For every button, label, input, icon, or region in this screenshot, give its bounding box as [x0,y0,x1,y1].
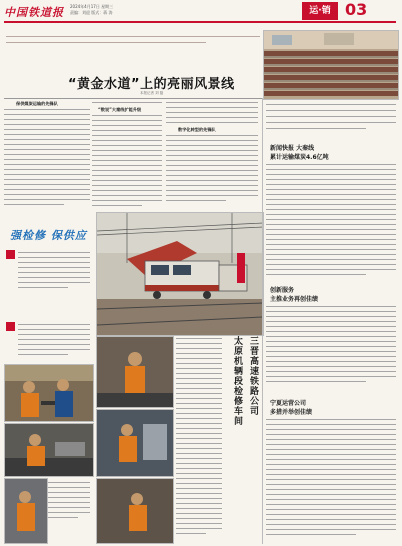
masthead-logo: 中国铁道报 [4,6,64,19]
summary-block [4,34,262,48]
vertical-title-2-text: 三晋高速铁路公司 [248,336,258,416]
mid-text-column [92,101,164,213]
article-byline: 本报记者 刘 磊 [140,91,164,95]
third-text-column [166,101,262,213]
maintenance-photo-3 [96,478,174,544]
vertical-title-text: 太原机辆段检修车间 [232,336,242,426]
masthead-rule [4,21,396,23]
title-rule [4,98,262,99]
subhead-3: 数字化转型的先锋队 [178,127,216,132]
section-label: 运·销 [309,6,331,16]
right-text-block-2 [264,304,398,394]
bullet-mark-2 [6,322,15,331]
right-headline-3-sub: 多措并举创佳绩 [270,409,313,416]
photo-caption-3 [48,480,92,540]
column-divider [262,98,263,544]
masthead-date: 2024年4月17日 星期三 [70,4,114,9]
right-text-block-3 [264,417,398,542]
maintenance-image-2 [97,410,173,476]
right-headline-3: 宁夏运营公司 [270,400,307,407]
page-number: 03 [345,0,368,19]
maintenance-photo-2 [96,409,174,477]
workers-image-3 [5,479,47,543]
workers-photo-2 [4,423,94,477]
locomotive-image [97,213,263,335]
right-headline-2: 创新服务 [270,287,295,294]
subhead-1: 保供煤炭运输的先锋队 [16,101,58,106]
masthead-editor: 责编：刘迎 版式：蒋 涛 [70,10,113,15]
maintenance-photo-1 [96,336,174,408]
right-text-block-1 [264,162,398,282]
article-title: “黄金水道”上的亮丽风景线 [68,77,235,92]
rail-yard-image [264,31,398,99]
locomotive-photo [96,212,264,336]
workers-photo-1 [4,364,94,422]
promo-slogan: 强检修 保供应 [10,229,87,242]
workers-photo-3 [4,478,48,544]
left-side-text-1 [4,250,92,310]
vertical-title [228,336,244,536]
right-headline-2-sub: 主推业务再创佳绩 [270,296,319,303]
bullet-mark-1 [6,250,15,259]
maintenance-image-1 [97,337,173,407]
section-badge [302,2,338,20]
subhead-2: “数说”大秦线扩能升级 [98,107,142,112]
workers-image-1 [5,365,93,421]
left-text-column [4,101,92,213]
right-column-intro [264,100,398,140]
right-headline-1: 新闻快报 大秦线 [270,145,315,152]
bottom-mid-text [176,336,224,542]
maintenance-image-3 [97,479,173,543]
workers-image-2 [5,424,93,476]
vertical-title-2 [244,336,260,536]
rail-yard-photo [263,30,399,100]
right-headline-1-sub: 累计运输煤炭4.6亿吨 [270,154,329,161]
